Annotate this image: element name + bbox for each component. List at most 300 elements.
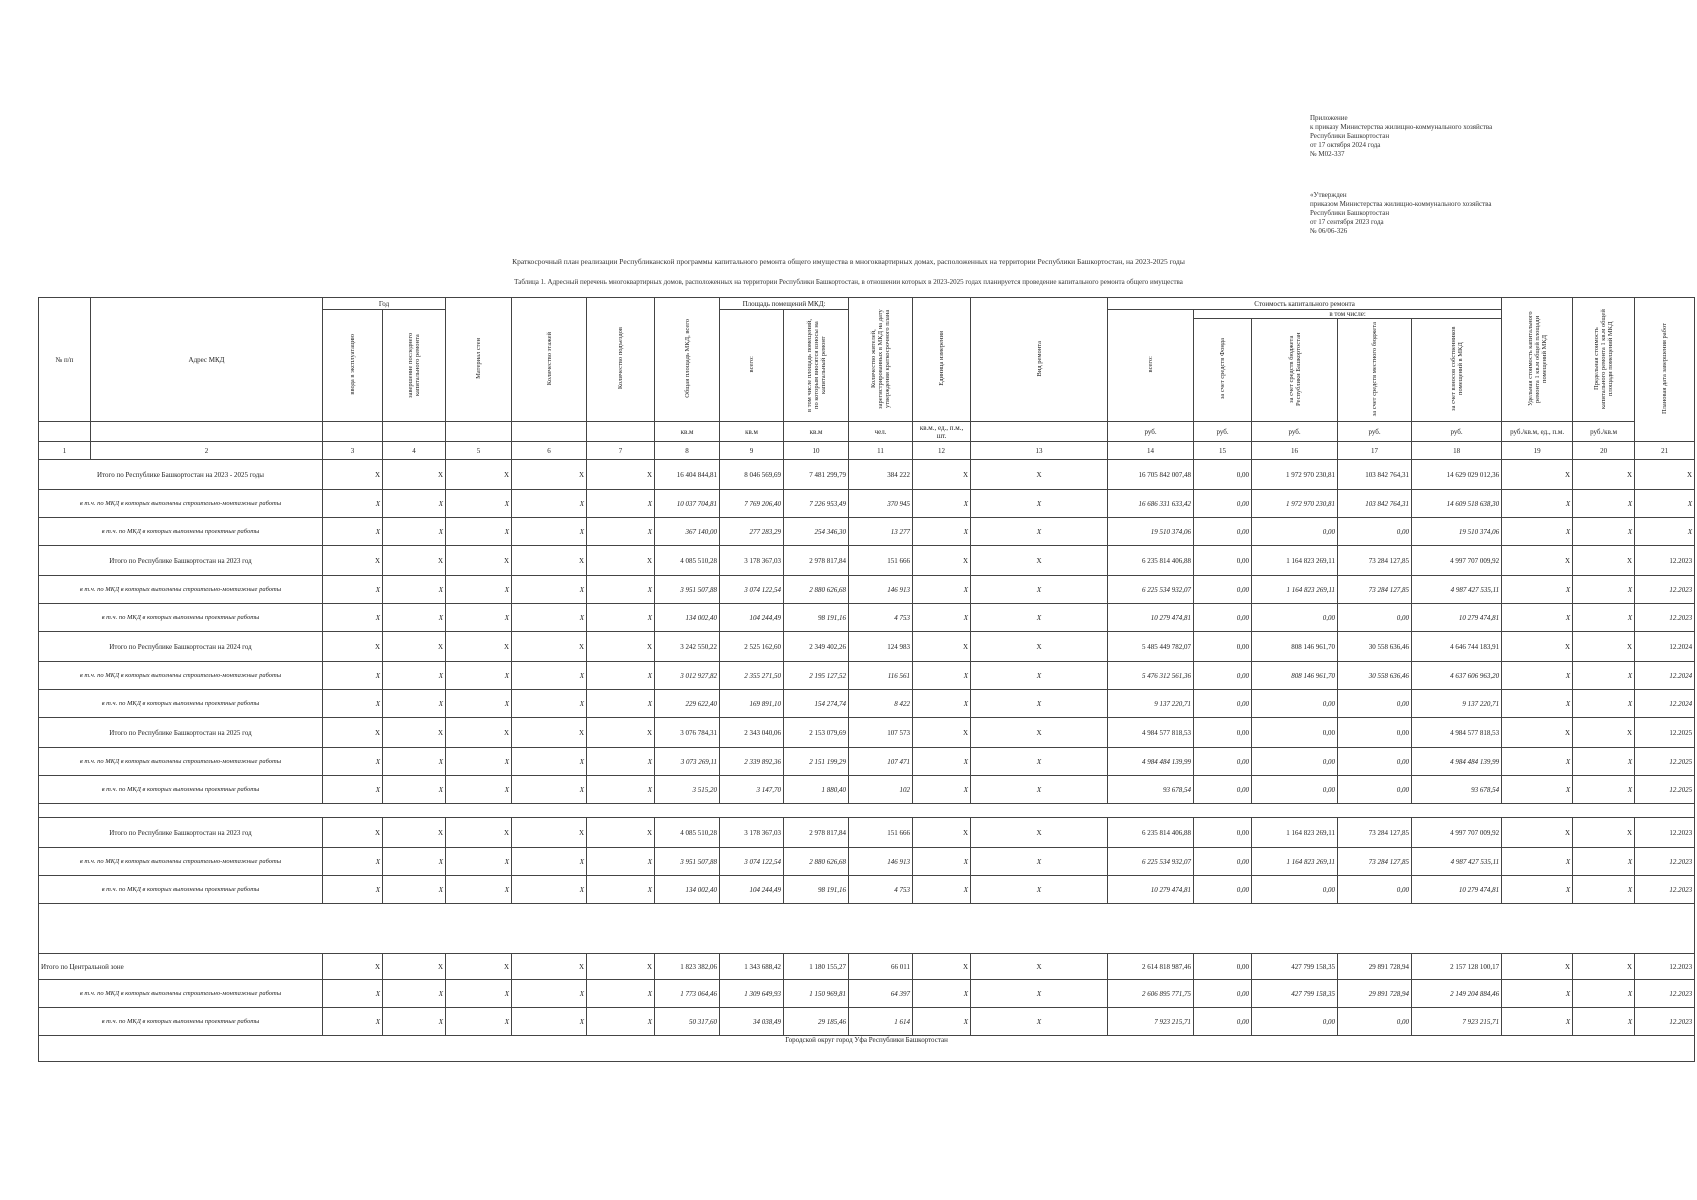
header-floors: Количество этажей	[512, 298, 587, 422]
x-mark: X	[1502, 818, 1573, 848]
x-mark: X	[913, 818, 971, 848]
x-mark: X	[446, 980, 512, 1008]
x-mark: X	[323, 848, 383, 876]
column-number: 13	[971, 442, 1108, 460]
x-mark: X	[512, 662, 587, 690]
header-specific-cost: Удельная стоимость капитального ремонта 1 кв.м общей площади помещений МКД	[1502, 298, 1573, 422]
x-mark: X	[913, 748, 971, 776]
table-row	[39, 954, 1695, 980]
table-row	[39, 1036, 1695, 1062]
x-mark: X	[1502, 632, 1573, 662]
row-label: в т.ч. по МКД в которых выполнены проектные работы	[39, 518, 323, 546]
x-mark: X	[587, 776, 655, 804]
x-mark: X	[587, 604, 655, 632]
residents-cell: 66 011	[849, 954, 913, 980]
deadline-cell: 12.2025	[1635, 718, 1695, 748]
x-mark: X	[1573, 718, 1635, 748]
row-label: в т.ч. по МКД в которых выполнены строительно-монтажные работы	[39, 848, 323, 876]
x-mark: X	[971, 818, 1108, 848]
x-mark: X	[1573, 876, 1635, 904]
column-number: 8	[655, 442, 720, 460]
x-mark: X	[913, 460, 971, 490]
cost-fund-cell: 0,00	[1194, 818, 1252, 848]
x-mark: X	[323, 690, 383, 718]
residents-cell: 8 422	[849, 690, 913, 718]
x-mark: X	[512, 1008, 587, 1036]
premises-area-cell: 3 178 367,03	[720, 818, 784, 848]
spacer-cell	[39, 904, 1695, 954]
cost-fund-cell: 0,00	[1194, 980, 1252, 1008]
owners-area-cell: 2 978 817,84	[784, 546, 849, 576]
x-mark: X	[587, 662, 655, 690]
units-empty-6	[512, 422, 587, 442]
x-mark: X	[323, 518, 383, 546]
x-mark: X	[446, 818, 512, 848]
x-mark: X	[383, 518, 446, 546]
header-row-1	[39, 298, 1695, 310]
cost-local-cell: 0,00	[1338, 776, 1412, 804]
x-mark: X	[446, 632, 512, 662]
x-mark: X	[446, 718, 512, 748]
x-mark: X	[587, 632, 655, 662]
row-label: в т.ч. по МКД в которых выполнены проектные работы	[39, 604, 323, 632]
x-mark: X	[913, 848, 971, 876]
x-mark: X	[1573, 1008, 1635, 1036]
x-mark: X	[971, 490, 1108, 518]
x-mark: X	[512, 490, 587, 518]
cost-owners-cell: 4 987 427 535,11	[1412, 848, 1502, 876]
owners-area-cell: 154 274,74	[784, 690, 849, 718]
cost-local-cell: 0,00	[1338, 690, 1412, 718]
cost-local-cell: 103 842 764,31	[1338, 460, 1412, 490]
x-mark: X	[1502, 662, 1573, 690]
cost-local-cell: 73 284 127,85	[1338, 546, 1412, 576]
units-empty-4	[383, 422, 446, 442]
header-address: Адрес МКД	[91, 298, 323, 422]
x-mark: X	[323, 576, 383, 604]
cost-local-cell: 29 891 728,94	[1338, 954, 1412, 980]
x-mark: X	[913, 518, 971, 546]
x-mark: X	[587, 748, 655, 776]
x-mark: X	[446, 604, 512, 632]
cost-local-cell: 30 558 636,46	[1338, 632, 1412, 662]
x-mark: X	[383, 848, 446, 876]
x-mark: X	[383, 776, 446, 804]
cost-fund-cell: 0,00	[1194, 690, 1252, 718]
owners-area-cell: 98 191,16	[784, 604, 849, 632]
deadline-cell: 12.2023	[1635, 876, 1695, 904]
x-mark: X	[512, 632, 587, 662]
residents-cell: 146 913	[849, 848, 913, 876]
header-premises-total: всего:	[720, 310, 784, 422]
x-mark: X	[383, 1008, 446, 1036]
header-year-last-repair: завершение последнего капитального ремонта	[383, 310, 446, 422]
owners-area-cell: 1 180 155,27	[784, 954, 849, 980]
table-row	[39, 904, 1695, 954]
cost-fund-cell: 0,00	[1194, 1008, 1252, 1036]
cost-owners-cell: 14 609 518 638,30	[1412, 490, 1502, 518]
deadline-cell: 12.2024	[1635, 632, 1695, 662]
x-mark: X	[383, 718, 446, 748]
x-mark: X	[971, 604, 1108, 632]
residents-cell: 116 561	[849, 662, 913, 690]
x-mark: X	[913, 718, 971, 748]
x-mark: X	[1573, 662, 1635, 690]
header-entrances: Количество подъездов	[587, 298, 655, 422]
cost-owners-cell: 4 637 606 963,20	[1412, 662, 1502, 690]
x-mark: X	[913, 604, 971, 632]
cost-owners-cell: 4 997 707 009,92	[1412, 546, 1502, 576]
x-mark: X	[446, 518, 512, 546]
table-row	[39, 662, 1695, 690]
total-area-cell: 3 073 269,11	[655, 748, 720, 776]
column-number: 21	[1635, 442, 1695, 460]
x-mark: X	[587, 576, 655, 604]
column-number: 14	[1108, 442, 1194, 460]
x-mark: X	[587, 460, 655, 490]
header-cost-local: за счет средств местного бюджета	[1338, 319, 1412, 422]
x-mark: X	[971, 748, 1108, 776]
x-mark: X	[323, 662, 383, 690]
cost-republic-cell: 1 164 823 269,11	[1252, 576, 1338, 604]
cost-owners-cell: 19 510 374,06	[1412, 518, 1502, 546]
x-mark: X	[1502, 690, 1573, 718]
owners-area-cell: 2 153 079,69	[784, 718, 849, 748]
premises-area-cell: 3 074 122,54	[720, 576, 784, 604]
premises-area-cell: 7 769 206,40	[720, 490, 784, 518]
cost-total-cell: 4 984 484 139,99	[1108, 748, 1194, 776]
cost-owners-cell: 10 279 474,81	[1412, 876, 1502, 904]
cost-owners-cell: 4 984 577 818,53	[1412, 718, 1502, 748]
header-wall-material: Материал стен	[446, 298, 512, 422]
x-mark: X	[1502, 748, 1573, 776]
residents-cell: 1 614	[849, 1008, 913, 1036]
x-mark: X	[512, 980, 587, 1008]
header-num: № п/п	[39, 298, 91, 422]
deadline-cell: X	[1635, 460, 1695, 490]
cost-owners-cell: 14 629 029 012,36	[1412, 460, 1502, 490]
repair-plan-table	[38, 297, 1695, 1062]
units-row	[39, 422, 1695, 442]
table-row	[39, 632, 1695, 662]
x-mark: X	[446, 576, 512, 604]
residents-cell: 151 666	[849, 818, 913, 848]
total-area-cell: 3 515,20	[655, 776, 720, 804]
deadline-cell: 12.2024	[1635, 662, 1695, 690]
cost-total-cell: 5 476 312 561,36	[1108, 662, 1194, 690]
x-mark: X	[512, 876, 587, 904]
x-mark: X	[512, 748, 587, 776]
x-mark: X	[971, 632, 1108, 662]
x-mark: X	[587, 518, 655, 546]
x-mark: X	[913, 1008, 971, 1036]
column-number: 9	[720, 442, 784, 460]
premises-area-cell: 2 339 892,36	[720, 748, 784, 776]
total-area-cell: 10 037 704,81	[655, 490, 720, 518]
x-mark: X	[913, 876, 971, 904]
premises-area-cell: 2 343 040,06	[720, 718, 784, 748]
table-row	[39, 818, 1695, 848]
total-area-cell: 4 085 510,28	[655, 546, 720, 576]
approval-line: от 17 октября 2024 года	[1310, 141, 1381, 149]
units-empty-13	[971, 422, 1108, 442]
header-cost-fund: за счет средств Фонда	[1194, 319, 1252, 422]
cost-republic-cell: 0,00	[1252, 518, 1338, 546]
x-mark: X	[383, 460, 446, 490]
table-caption: Таблица 1. Адресный перечень многоквартирных домов, расположенных на территории Республики Башкортостан, в отношении которых в 2023-2025 годах планируется проведение капитального ремонта общего имущества	[514, 278, 1183, 286]
cost-republic-cell: 808 146 961,70	[1252, 632, 1338, 662]
cost-total-cell: 6 235 814 406,88	[1108, 546, 1194, 576]
unit-cell: руб.	[1108, 422, 1194, 442]
x-mark: X	[383, 490, 446, 518]
x-mark: X	[446, 748, 512, 776]
x-mark: X	[1502, 718, 1573, 748]
row-label: Итого по Республике Башкортостан на 2023 год	[39, 818, 323, 848]
x-mark: X	[1502, 546, 1573, 576]
x-mark: X	[913, 490, 971, 518]
header-cost-owners: за счет взносов собственников помещений в МКД	[1412, 319, 1502, 422]
table-body	[39, 460, 1695, 1062]
column-number: 15	[1194, 442, 1252, 460]
residents-cell: 370 945	[849, 490, 913, 518]
x-mark: X	[587, 954, 655, 980]
deadline-cell: 12.2023	[1635, 954, 1695, 980]
cost-fund-cell: 0,00	[1194, 632, 1252, 662]
cost-total-cell: 7 923 215,71	[1108, 1008, 1194, 1036]
cost-fund-cell: 0,00	[1194, 604, 1252, 632]
cost-local-cell: 0,00	[1338, 518, 1412, 546]
x-mark: X	[512, 718, 587, 748]
cost-republic-cell: 1 972 970 230,81	[1252, 460, 1338, 490]
premises-area-cell: 3 074 122,54	[720, 848, 784, 876]
header-total-area: Общая площадь МКД, всего	[655, 298, 720, 422]
owners-area-cell: 2 349 402,26	[784, 632, 849, 662]
x-mark: X	[323, 748, 383, 776]
x-mark: X	[971, 776, 1108, 804]
x-mark: X	[587, 546, 655, 576]
x-mark: X	[383, 748, 446, 776]
units-empty-2	[91, 422, 323, 442]
deadline-cell: 12.2023	[1635, 576, 1695, 604]
x-mark: X	[971, 718, 1108, 748]
x-mark: X	[512, 546, 587, 576]
premises-area-cell: 104 244,49	[720, 604, 784, 632]
x-mark: X	[383, 604, 446, 632]
spacer-cell	[39, 804, 1695, 818]
x-mark: X	[446, 876, 512, 904]
x-mark: X	[913, 980, 971, 1008]
cost-total-cell: 6 225 534 932,07	[1108, 576, 1194, 604]
x-mark: X	[323, 980, 383, 1008]
x-mark: X	[1573, 776, 1635, 804]
x-mark: X	[913, 662, 971, 690]
x-mark: X	[587, 718, 655, 748]
x-mark: X	[446, 662, 512, 690]
x-mark: X	[1502, 490, 1573, 518]
x-mark: X	[512, 604, 587, 632]
total-area-cell: 3 951 507,88	[655, 848, 720, 876]
x-mark: X	[512, 776, 587, 804]
row-label: в т.ч. по МКД в которых выполнены строительно-монтажные работы	[39, 576, 323, 604]
column-number: 1	[39, 442, 91, 460]
row-label: Итого по Республике Башкортостан на 2023 год	[39, 546, 323, 576]
x-mark: X	[512, 954, 587, 980]
cost-local-cell: 0,00	[1338, 718, 1412, 748]
row-label: Итого по Республике Башкортостан на 2025 год	[39, 718, 323, 748]
x-mark: X	[971, 690, 1108, 718]
x-mark: X	[383, 662, 446, 690]
x-mark: X	[913, 576, 971, 604]
header-cost-republic: за счет средств бюджета Республики Башкортостан	[1252, 319, 1338, 422]
units-empty-3	[323, 422, 383, 442]
total-area-cell: 134 002,40	[655, 876, 720, 904]
cost-republic-cell: 0,00	[1252, 604, 1338, 632]
residents-cell: 13 277	[849, 518, 913, 546]
x-mark: X	[1502, 1008, 1573, 1036]
header-max-cost: Предельная стоимость капитального ремонта 1 кв.м общей площади помещений МКД	[1573, 298, 1635, 422]
x-mark: X	[383, 546, 446, 576]
x-mark: X	[971, 518, 1108, 546]
x-mark: X	[587, 490, 655, 518]
cost-owners-cell: 2 157 128 100,17	[1412, 954, 1502, 980]
column-number: 3	[323, 442, 383, 460]
cost-fund-cell: 0,00	[1194, 518, 1252, 546]
column-number: 18	[1412, 442, 1502, 460]
cost-local-cell: 0,00	[1338, 604, 1412, 632]
premises-area-cell: 3 147,70	[720, 776, 784, 804]
cost-fund-cell: 0,00	[1194, 490, 1252, 518]
column-number: 7	[587, 442, 655, 460]
x-mark: X	[1573, 818, 1635, 848]
owners-area-cell: 254 346,30	[784, 518, 849, 546]
x-mark: X	[446, 690, 512, 718]
column-number: 6	[512, 442, 587, 460]
x-mark: X	[971, 980, 1108, 1008]
x-mark: X	[587, 980, 655, 1008]
deadline-cell: 12.2025	[1635, 748, 1695, 776]
cost-republic-cell: 427 799 158,35	[1252, 980, 1338, 1008]
x-mark: X	[913, 632, 971, 662]
cost-total-cell: 93 678,54	[1108, 776, 1194, 804]
x-mark: X	[1502, 848, 1573, 876]
cost-total-cell: 5 485 449 782,07	[1108, 632, 1194, 662]
cost-local-cell: 73 284 127,85	[1338, 818, 1412, 848]
units-empty-7	[587, 422, 655, 442]
cost-fund-cell: 0,00	[1194, 718, 1252, 748]
x-mark: X	[971, 848, 1108, 876]
x-mark: X	[971, 546, 1108, 576]
deadline-cell: 12.2023	[1635, 980, 1695, 1008]
x-mark: X	[1573, 546, 1635, 576]
x-mark: X	[913, 690, 971, 718]
column-number: 5	[446, 442, 512, 460]
x-mark: X	[446, 776, 512, 804]
owners-area-cell: 2 195 127,52	[784, 662, 849, 690]
total-area-cell: 16 404 844,81	[655, 460, 720, 490]
x-mark: X	[512, 848, 587, 876]
x-mark: X	[323, 818, 383, 848]
deadline-cell: X	[1635, 518, 1695, 546]
residents-cell: 151 666	[849, 546, 913, 576]
cost-owners-cell: 7 923 215,71	[1412, 1008, 1502, 1036]
deadline-cell: 12.2023	[1635, 818, 1695, 848]
x-mark: X	[323, 954, 383, 980]
cost-owners-cell: 4 987 427 535,11	[1412, 576, 1502, 604]
cost-total-cell: 10 279 474,81	[1108, 604, 1194, 632]
x-mark: X	[913, 776, 971, 804]
cost-fund-cell: 0,00	[1194, 748, 1252, 776]
x-mark: X	[971, 1008, 1108, 1036]
x-mark: X	[446, 460, 512, 490]
residents-cell: 146 913	[849, 576, 913, 604]
cost-republic-cell: 1 164 823 269,11	[1252, 818, 1338, 848]
approval-line: № М02-337	[1310, 150, 1345, 158]
header-premises-owners: в том числе площадь помещений, по которым вносятся взносы на капитальный ремонт	[784, 310, 849, 422]
x-mark: X	[971, 662, 1108, 690]
header-repair-type: Вид ремонта	[971, 298, 1108, 422]
x-mark: X	[383, 632, 446, 662]
premises-area-cell: 1 309 649,93	[720, 980, 784, 1008]
utverzhden-block	[1310, 191, 1570, 236]
column-number: 17	[1338, 442, 1412, 460]
premises-area-cell: 1 343 688,42	[720, 954, 784, 980]
header-cost-group: Стоимость капитального ремонта	[1108, 298, 1502, 310]
approval-line: к приказу Министерства жилищно-коммунального хозяйства	[1310, 123, 1493, 131]
x-mark: X	[1502, 460, 1573, 490]
x-mark: X	[971, 876, 1108, 904]
utverzhden-line: приказом Министерства жилищно-коммунального хозяйства	[1310, 200, 1492, 208]
x-mark: X	[1502, 518, 1573, 546]
residents-cell: 384 222	[849, 460, 913, 490]
owners-area-cell: 1 880,40	[784, 776, 849, 804]
row-label: в т.ч. по МКД в которых выполнены строительно-монтажные работы	[39, 662, 323, 690]
x-mark: X	[446, 490, 512, 518]
row-label: в т.ч. по МКД в которых выполнены строительно-монтажные работы	[39, 748, 323, 776]
table-row	[39, 690, 1695, 718]
table-row	[39, 604, 1695, 632]
x-mark: X	[587, 876, 655, 904]
column-numbers-row	[39, 442, 1695, 460]
deadline-cell: 12.2023	[1635, 848, 1695, 876]
row-label: в т.ч. по МКД в которых выполнены проектные работы	[39, 876, 323, 904]
cost-local-cell: 0,00	[1338, 748, 1412, 776]
residents-cell: 102	[849, 776, 913, 804]
row-label: в т.ч. по МКД в которых выполнены проектные работы	[39, 1008, 323, 1036]
premises-area-cell: 2 355 271,50	[720, 662, 784, 690]
x-mark: X	[383, 576, 446, 604]
residents-cell: 107 471	[849, 748, 913, 776]
column-number: 12	[913, 442, 971, 460]
x-mark: X	[1573, 980, 1635, 1008]
x-mark: X	[1573, 490, 1635, 518]
row-label: Итого по Республике Башкортостан на 2024 год	[39, 632, 323, 662]
unit-cell: руб.	[1194, 422, 1252, 442]
units-empty-5	[446, 422, 512, 442]
table-row	[39, 748, 1695, 776]
cost-local-cell: 73 284 127,85	[1338, 848, 1412, 876]
cost-owners-cell: 93 678,54	[1412, 776, 1502, 804]
x-mark: X	[587, 848, 655, 876]
owners-area-cell: 7 481 299,79	[784, 460, 849, 490]
utverzhden-line: Республики Башкортостан	[1310, 209, 1390, 217]
x-mark: X	[1573, 604, 1635, 632]
table-row	[39, 804, 1695, 818]
municipality-label: Городской округ город Уфа Республики Башкортостан	[39, 1036, 1695, 1062]
x-mark: X	[587, 690, 655, 718]
x-mark: X	[383, 818, 446, 848]
cost-total-cell: 6 225 534 932,07	[1108, 848, 1194, 876]
unit-cell: кв.м	[655, 422, 720, 442]
